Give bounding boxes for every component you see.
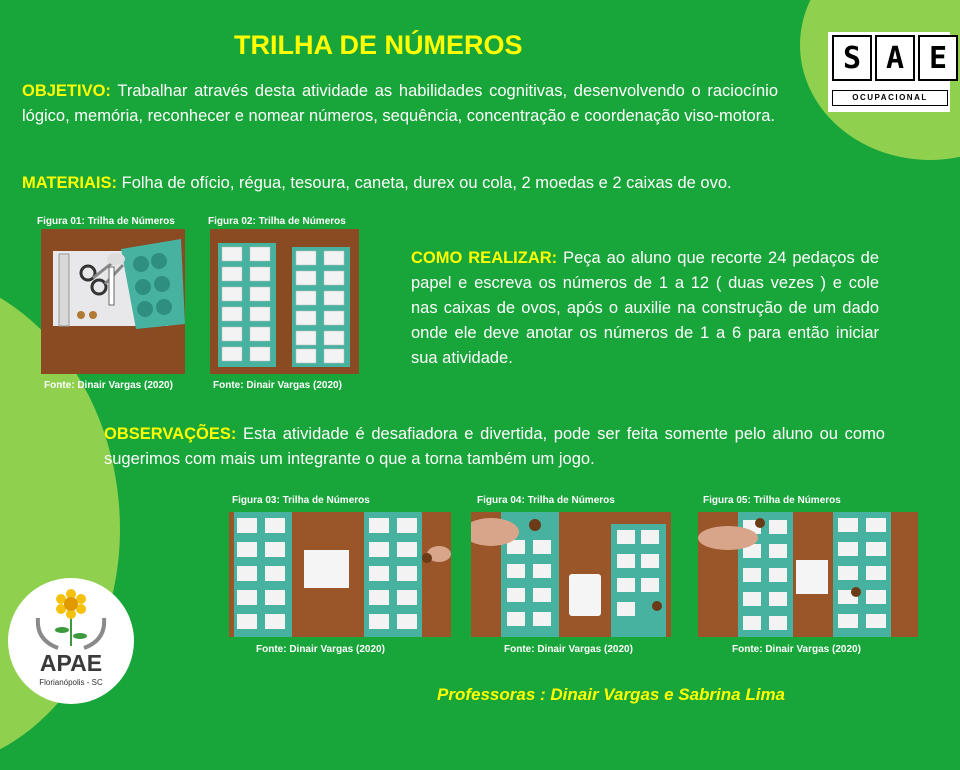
figure-source: Fonte: Dinair Vargas (2020): [213, 380, 342, 391]
page-title: TRILHA DE NÚMEROS: [234, 30, 523, 60]
observacoes-label: OBSERVAÇÕES:: [104, 425, 237, 443]
sae-letter: A: [875, 35, 915, 81]
figure-source: Fonte: Dinair Vargas (2020): [256, 644, 385, 655]
objetivo-label: OBJETIVO:: [22, 82, 111, 100]
materiais-paragraph: [22, 171, 852, 196]
objetivo-text: Trabalhar através desta atividade as habilidades cognitivas, desenvolvendo o raciocínio lógico, memória, reconhecer e nomear números, sequência, concentração e coordenação viso-motora.: [22, 82, 778, 125]
figure-source: Fonte: Dinair Vargas (2020): [504, 644, 633, 655]
apae-flower-hands-icon: [8, 578, 134, 658]
objetivo-paragraph: [22, 79, 778, 129]
figure-caption: Figura 05: Trilha de Números: [703, 495, 841, 506]
figure-02-photo: [210, 229, 359, 374]
figure-caption: Figura 04: Trilha de Números: [477, 495, 615, 506]
sae-letter: E: [918, 35, 958, 81]
figure-caption: Figura 01: Trilha de Números: [37, 216, 175, 227]
apae-name: APAE: [39, 650, 103, 676]
figure-04-photo: [471, 512, 671, 637]
apae-city: Florianópolis - SC: [39, 678, 103, 687]
materiais-label: MATERIAIS:: [22, 174, 118, 192]
figure-source: Fonte: Dinair Vargas (2020): [732, 644, 861, 655]
observacoes-text: Esta atividade é desafiadora e divertida, pode ser feita somente pelo aluno ou como sugerimos com mais um integrante o que a torna também um jogo.: [104, 425, 885, 468]
figure-05-photo: [698, 512, 918, 637]
figure-caption: Figura 03: Trilha de Números: [232, 495, 370, 506]
figure-03-photo: [229, 512, 451, 637]
observacoes-paragraph: [104, 422, 885, 472]
apae-logo: [8, 578, 134, 704]
sae-subtitle: OCUPACIONAL: [832, 90, 948, 106]
sae-letter: S: [832, 35, 872, 81]
figure-01-photo: [41, 229, 185, 374]
como-realizar-label: COMO REALIZAR:: [411, 249, 558, 267]
figure-source: Fonte: Dinair Vargas (2020): [44, 380, 173, 391]
sae-ocupacional-logo: [828, 32, 950, 112]
materiais-text: Folha de ofício, régua, tesoura, caneta, durex ou cola, 2 moedas e 2 caixas de ovo.: [117, 174, 732, 192]
como-realizar-paragraph: [411, 246, 879, 371]
figure-caption: Figura 02: Trilha de Números: [208, 216, 346, 227]
como-realizar-text: Peça ao aluno que recorte 24 pedaços de papel e escreva os números de 1 a 12 ( duas vezes ) e cole nas caixas de ovos, após o auxilie na construção de um dado onde ele deve anotar os números de 1 a 6 para então iniciar sua atividade.: [411, 249, 879, 367]
footer-authors: Professoras : Dinair Vargas e Sabrina Lima: [437, 685, 786, 704]
